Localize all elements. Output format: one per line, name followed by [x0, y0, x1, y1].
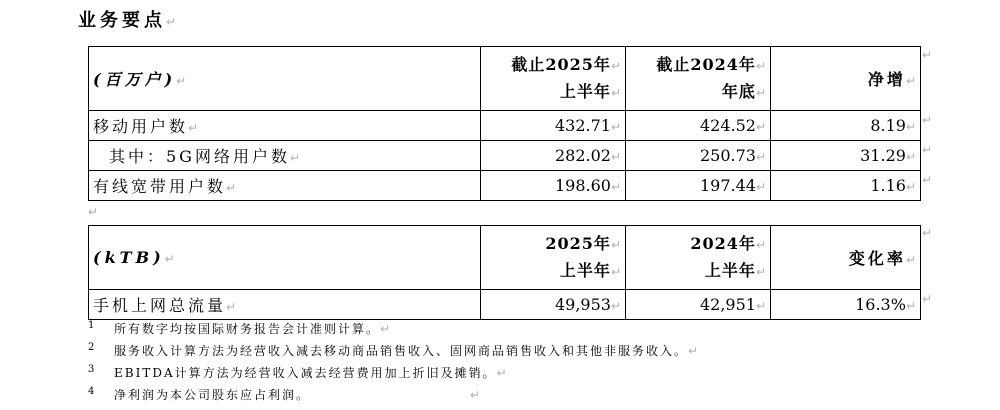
table-row: [89, 111, 921, 141]
value-cell: 432.71↵: [481, 111, 626, 141]
row-label: 移动用户数↵: [89, 111, 481, 141]
value-cell: 250.73↵: [626, 141, 771, 171]
row-end-mark: ↵: [922, 226, 933, 240]
value-cell: 31.29↵: [771, 141, 921, 171]
footnotes: [88, 320, 698, 408]
value-cell: 424.52↵: [626, 111, 771, 141]
unit-cell: (kTB)↵: [89, 226, 481, 290]
value-cell: 16.3%↵: [771, 290, 921, 320]
table-row: [89, 171, 921, 201]
value-cell: 49,953↵: [481, 290, 626, 320]
traffic-table: [88, 225, 921, 320]
row-label: 手机上网总流量↵: [89, 290, 481, 320]
header-cell: 2024年↵ 上半年↵: [626, 226, 771, 290]
value-cell: 198.60↵: [481, 171, 626, 201]
row-label: 有线宽带用户数↵: [89, 171, 481, 201]
table-header-row: [89, 226, 921, 290]
value-cell: 282.02↵: [481, 141, 626, 171]
row-end-mark: ↵: [922, 48, 933, 62]
subscriber-table: [88, 46, 921, 201]
value-cell: 42,951↵: [626, 290, 771, 320]
footnote: 3 EBITDA计算方法为经营收入减去经营费用加上折旧及摊销。↵: [88, 364, 507, 380]
section-title: 业务要点↵: [78, 10, 177, 31]
table-row: [89, 141, 921, 171]
table-row: [89, 290, 921, 320]
header-cell: 变化率↵: [771, 226, 921, 290]
row-label: 其中：5G网络用户数↵: [89, 141, 481, 171]
paragraph-mark: ↵: [88, 205, 99, 219]
unit-cell: (百万户)↵: [89, 47, 481, 111]
row-end-mark: ↵: [922, 113, 933, 127]
header-cell: 净增↵: [771, 47, 921, 111]
footnote: 2 服务收入计算方法为经营收入减去移动商品销售收入、固网商品销售收入和其他非服务收入。↵: [88, 342, 699, 358]
header-cell: 截止2025年↵ 上半年↵: [481, 47, 626, 111]
paragraph-mark: ↵: [166, 15, 177, 29]
header-cell: 2025年↵ 上半年↵: [481, 226, 626, 290]
table-header-row: [89, 47, 921, 111]
row-end-mark: ↵: [922, 173, 933, 187]
value-cell: 1.16↵: [771, 171, 921, 201]
header-cell: 截止2024年↵ 年底↵: [626, 47, 771, 111]
value-cell: 8.19↵: [771, 111, 921, 141]
value-cell: 197.44↵: [626, 171, 771, 201]
footnote: 1 所有数字均按国际财务报告会计准则计算。↵: [88, 320, 391, 336]
footnote: 4 净利润为本公司股东应占利润。 ↵: [88, 386, 481, 402]
row-end-mark: ↵: [922, 143, 933, 157]
row-end-mark: ↵: [922, 292, 933, 306]
